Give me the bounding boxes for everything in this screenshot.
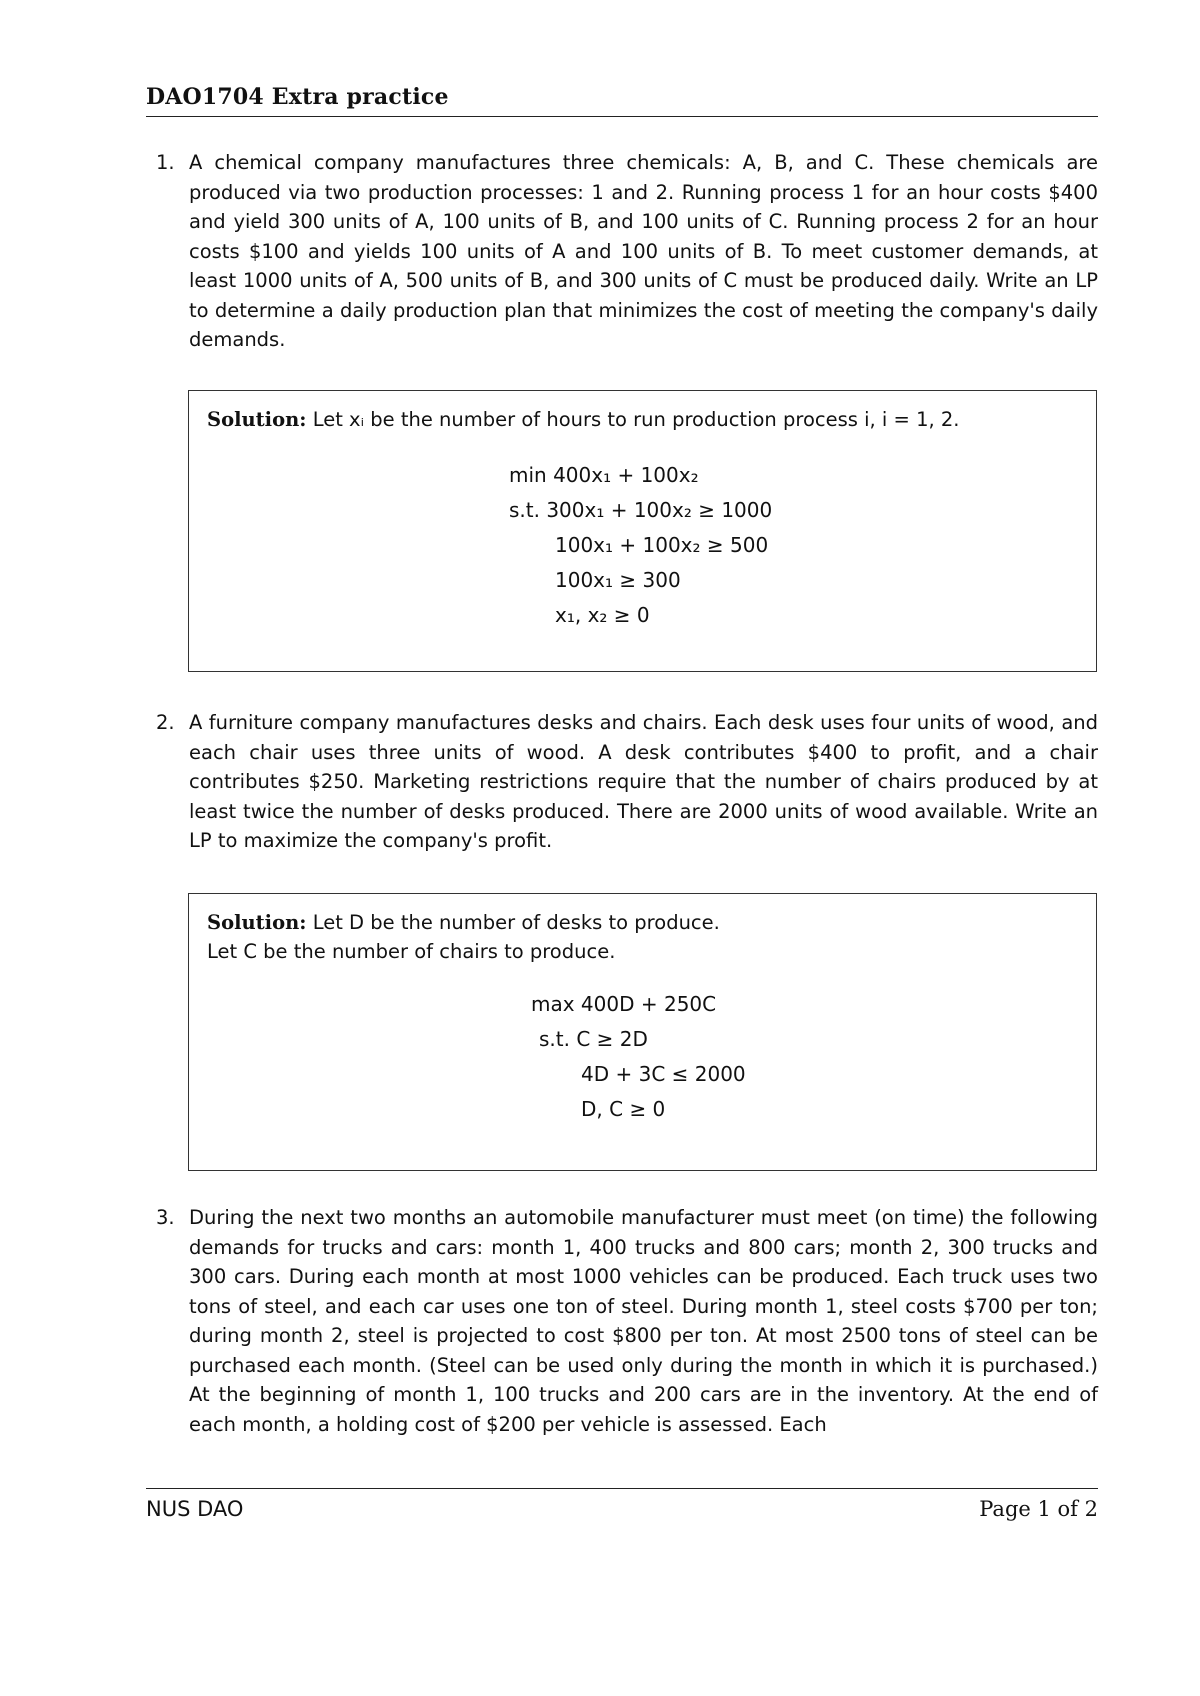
solution-intro-text: Let D be the number of desks to produce.	[312, 911, 720, 934]
constraint-line: 4D + 3C ≤ 2000	[581, 1062, 746, 1086]
page-header	[146, 82, 1098, 117]
problem-number: 2.	[156, 711, 175, 734]
footer-left: NUS DAO	[146, 1497, 244, 1521]
nonnegativity-line: D, C ≥ 0	[581, 1097, 666, 1121]
problem-text: A furniture company manufactures desks and chairs. Each desk uses four units of wood, and each chair uses three units of wood. A desk contributes $400 to profit, and a chair contributes $250. Marketing restrictions require that the number of chairs produced by at least twice the number of desks produced. There are 2000 units of wood available. Write an LP to maximize the company's profit.	[189, 711, 1098, 852]
solution-intro-text-2: Let C be the number of chairs to produce.	[207, 940, 616, 963]
problem-number: 1.	[156, 151, 175, 174]
problem-1	[146, 148, 1098, 355]
objective-line: max 400D + 250C	[531, 992, 717, 1016]
solution-label: Solution:	[207, 408, 307, 431]
solution-label: Solution:	[207, 911, 307, 934]
nonnegativity-line: x₁, x₂ ≥ 0	[555, 603, 650, 627]
objective-line: min 400x₁ + 100x₂	[509, 463, 699, 487]
page-footer	[146, 1488, 1098, 1521]
problem-text: A chemical company manufactures three chemicals: A, B, and C. These chemicals are produced via two production processes: 1 and 2. Running process 1 for an hour costs $400 and yield 300 units of A, 100 units of B, and 100 units of C. Running process 2 for an hour costs $100 and yields 100 units of A and 100 units of B. To meet customer demands, at least 1000 units of A, 500 units of B, and 300 units of C must be produced daily. Write an LP to determine a daily production plan that minimizes the cost of meeting the company's daily demands.	[189, 151, 1098, 351]
solution-intro	[207, 908, 720, 966]
problem-2	[146, 708, 1098, 856]
page-number: Page 1 of 2	[979, 1497, 1098, 1521]
solution-box-1	[188, 390, 1097, 672]
constraint-line: 100x₁ ≥ 300	[555, 568, 681, 592]
solution-box-2	[188, 893, 1097, 1171]
constraint-line: s.t. 300x₁ + 100x₂ ≥ 1000	[509, 498, 773, 522]
solution-intro	[207, 405, 960, 434]
document-title: DAO1704 Extra practice	[146, 84, 449, 110]
constraint-line: s.t. C ≥ 2D	[539, 1027, 648, 1051]
problem-3	[146, 1203, 1098, 1439]
problem-number: 3.	[156, 1206, 175, 1229]
problem-text: During the next two months an automobile manufacturer must meet (on time) the following demands for trucks and cars: month 1, 400 trucks and 800 cars; month 2, 300 trucks and 300 cars. During each month at most 1000 vehicles can be produced. Each truck uses two tons of steel, and each car uses one ton of steel. During month 1, steel costs $700 per ton; during month 2, steel is projected to cost $800 per ton. At most 2500 tons of steel can be purchased each month. (Steel can be used only during the month in which it is purchased.) At the beginning of month 1, 100 trucks and 200 cars are in the inventory. At the end of each month, a holding cost of $200 per vehicle is assessed. Each	[189, 1206, 1098, 1436]
constraint-line: 100x₁ + 100x₂ ≥ 500	[555, 533, 769, 557]
solution-intro-text: Let xᵢ be the number of hours to run production process i, i = 1, 2.	[312, 408, 960, 431]
